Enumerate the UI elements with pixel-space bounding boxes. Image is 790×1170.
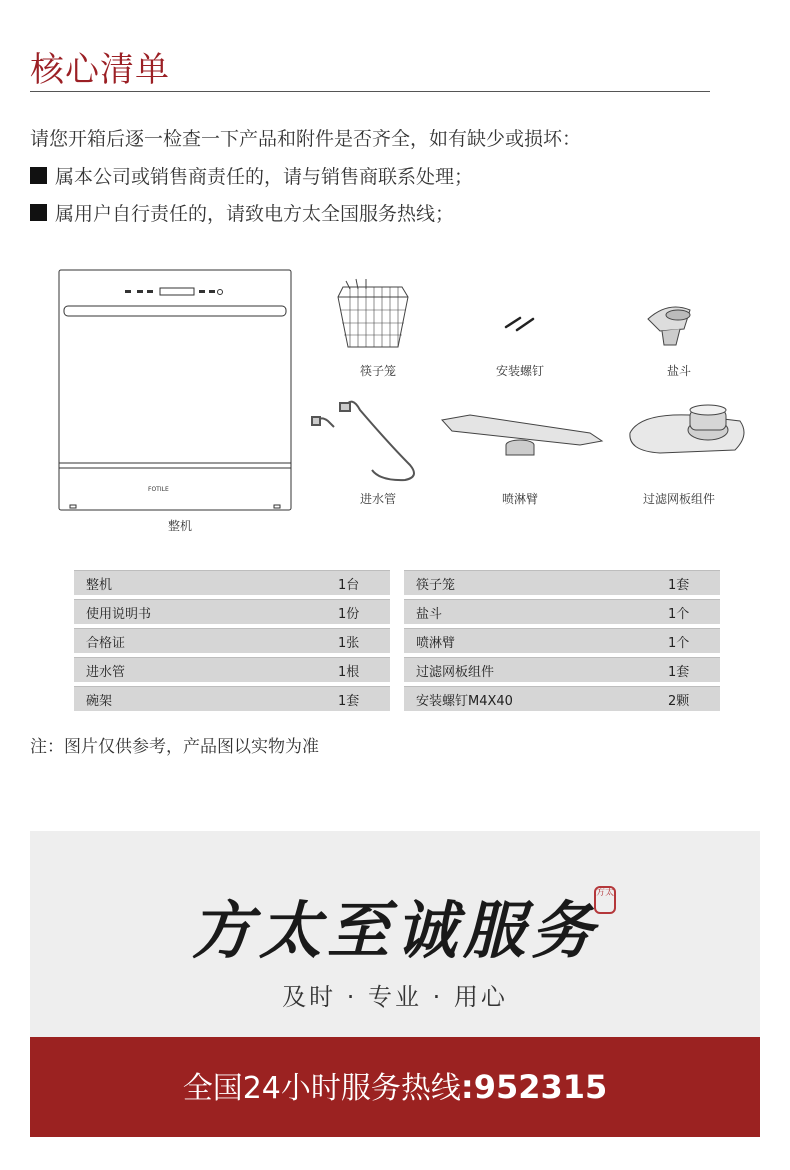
part-name: 喷淋臂 [404, 628, 656, 653]
part-qty: 1张 [326, 628, 390, 653]
cutlery-basket-illustration [338, 279, 408, 347]
table-row [74, 628, 390, 653]
caption-inlet-hose: 进水管 [359, 492, 396, 506]
disclaimer-note: 注：图片仅供参考，产品图以实物为准 [30, 737, 319, 757]
seal-stamp-icon: 方太 [594, 886, 616, 914]
part-name: 整机 [74, 570, 326, 595]
page-title: 核心清单 [30, 50, 170, 90]
square-bullet-icon [30, 204, 47, 221]
title-divider [30, 91, 710, 92]
part-qty: 1套 [326, 686, 390, 711]
bullet-text: 属用户自行责任的，请致电方太全国服务热线； [55, 203, 455, 225]
table-row [74, 570, 390, 595]
part-qty: 1个 [656, 628, 720, 653]
part-name: 安装螺钉M4X40 [404, 686, 656, 711]
table-row [404, 657, 720, 682]
intro-text: 请您开箱后逐一检查一下产品和附件是否齐全，如有缺少或损坏： [30, 128, 582, 150]
filter-assembly-illustration [630, 405, 744, 453]
part-name: 碗架 [74, 686, 326, 711]
part-qty: 1套 [656, 657, 720, 682]
part-qty: 1个 [656, 599, 720, 624]
part-name: 进水管 [74, 657, 326, 682]
screws-illustration [506, 318, 533, 330]
caption-cutlery-basket: 筷子笼 [359, 364, 396, 378]
table-row [404, 599, 720, 624]
caption-screws: 安装螺钉 [495, 364, 544, 378]
table-row [74, 657, 390, 682]
service-slogan: 方太至诚服务 [190, 894, 599, 967]
spray-arm-illustration [442, 415, 602, 455]
part-qty: 1根 [326, 657, 390, 682]
bullet-item [30, 162, 473, 189]
caption-salt-funnel: 盐斗 [666, 364, 691, 378]
hotline-separator: : [460, 1068, 474, 1106]
table-row [404, 628, 720, 653]
table-row [74, 599, 390, 624]
parts-table-left [74, 566, 390, 715]
part-name: 盐斗 [404, 599, 656, 624]
table-row [404, 570, 720, 595]
dishwasher-illustration [59, 270, 291, 510]
brand-mark: FOTILE [148, 486, 169, 493]
part-name: 过滤网板组件 [404, 657, 656, 682]
bullet-text: 属本公司或销售商责任的，请与销售商联系处理； [55, 166, 474, 188]
caption-filter: 过滤网板组件 [642, 492, 715, 506]
square-bullet-icon [30, 167, 47, 184]
caption-spray-arm: 喷淋臂 [501, 492, 538, 506]
caption-main-unit: 整机 [167, 519, 192, 533]
part-qty: 1份 [326, 599, 390, 624]
bullet-item [30, 199, 454, 226]
salt-funnel-illustration [648, 307, 690, 345]
part-name: 筷子笼 [404, 570, 656, 595]
product-diagram [0, 255, 790, 545]
service-promo [30, 831, 760, 1137]
table-row [404, 686, 720, 711]
hotline-label: 全国24小时服务热线 [182, 1071, 461, 1106]
hotline-number: 952315 [473, 1068, 608, 1106]
parts-table-right [404, 566, 720, 715]
inlet-hose-illustration [312, 402, 414, 480]
part-name: 使用说明书 [74, 599, 326, 624]
part-qty: 2颗 [656, 686, 720, 711]
part-qty: 1套 [656, 570, 720, 595]
part-qty: 1台 [326, 570, 390, 595]
service-motto: 及时 · 专业 · 用心 [282, 983, 508, 1011]
table-row [74, 686, 390, 711]
part-name: 合格证 [74, 628, 326, 653]
hotline-banner [30, 1037, 760, 1137]
